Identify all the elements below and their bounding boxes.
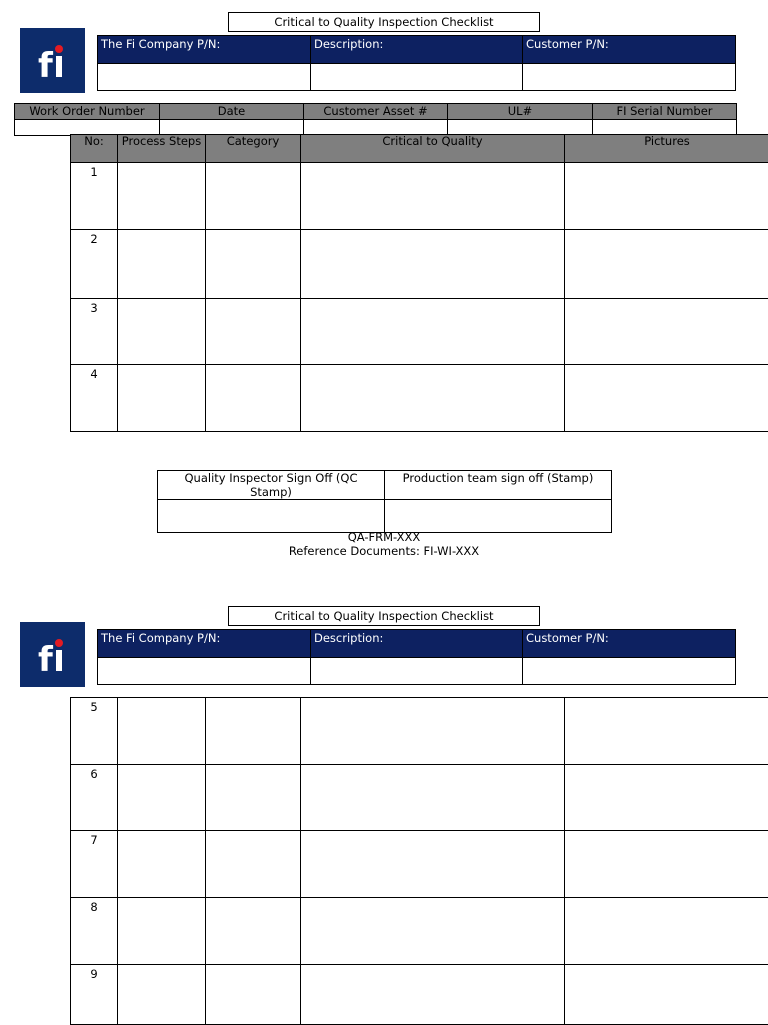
table-row: [71, 299, 768, 365]
pn-field[interactable]: [98, 64, 311, 91]
process-step-cell[interactable]: [118, 299, 206, 365]
pictures-cell[interactable]: [565, 365, 768, 432]
pn-field[interactable]: [98, 658, 311, 685]
process-step-cell[interactable]: [118, 965, 206, 1025]
table-row: [71, 831, 768, 898]
fi-logo-icon: [20, 28, 85, 93]
inspection-table-page1: [70, 134, 768, 432]
row-number: 8: [71, 898, 118, 965]
header-label-description: Description:: [311, 630, 523, 658]
customer-pn-field[interactable]: [523, 64, 736, 91]
header-label-customer-pn: Customer P/N:: [523, 630, 736, 658]
fi-logo-icon: [20, 622, 85, 687]
ctq-cell[interactable]: [301, 965, 565, 1025]
pictures-cell[interactable]: [565, 230, 768, 299]
category-cell[interactable]: [206, 898, 301, 965]
svg-text:f: f: [38, 640, 54, 680]
category-cell[interactable]: [206, 765, 301, 831]
wo-header-customer-asset: Customer Asset #: [304, 104, 448, 120]
ctq-cell[interactable]: [301, 831, 565, 898]
category-cell[interactable]: [206, 831, 301, 898]
ctq-cell[interactable]: [301, 163, 565, 230]
page-title: Critical to Quality Inspection Checklist: [228, 606, 540, 626]
row-number: 3: [71, 299, 118, 365]
work-order-table: [14, 103, 737, 136]
inspection-table-page2: [70, 697, 768, 1025]
form-code: QA-FRM-XXX: [184, 530, 584, 544]
category-cell[interactable]: [206, 365, 301, 432]
table-row: [71, 698, 768, 765]
header-label-description: Description:: [311, 36, 523, 64]
production-signoff-label: Production team sign off (Stamp): [385, 471, 612, 500]
table-row: [71, 365, 768, 432]
svg-text:f: f: [38, 46, 54, 86]
page-title: Critical to Quality Inspection Checklist: [228, 12, 540, 32]
wo-header-date: Date: [160, 104, 304, 120]
company-logo: [20, 28, 85, 93]
company-logo: [20, 622, 85, 687]
col-header-ctq: Critical to Quality: [301, 135, 565, 163]
row-number: 5: [71, 698, 118, 765]
process-step-cell[interactable]: [118, 698, 206, 765]
pictures-cell[interactable]: [565, 299, 768, 365]
row-number: 2: [71, 230, 118, 299]
row-number: 1: [71, 163, 118, 230]
pictures-cell[interactable]: [565, 765, 768, 831]
form-footer: [184, 530, 584, 558]
signoff-table: [157, 470, 612, 533]
wo-header-ul: UL#: [448, 104, 593, 120]
description-field[interactable]: [311, 64, 523, 91]
process-step-cell[interactable]: [118, 365, 206, 432]
row-number: 9: [71, 965, 118, 1025]
part-header-table: [97, 629, 736, 685]
col-header-pictures: Pictures: [565, 135, 768, 163]
row-number: 7: [71, 831, 118, 898]
ctq-cell[interactable]: [301, 299, 565, 365]
wo-header-work-order: Work Order Number: [15, 104, 160, 120]
category-cell[interactable]: [206, 163, 301, 230]
category-cell[interactable]: [206, 299, 301, 365]
ctq-cell[interactable]: [301, 365, 565, 432]
pictures-cell[interactable]: [565, 965, 768, 1025]
category-cell[interactable]: [206, 698, 301, 765]
process-step-cell[interactable]: [118, 765, 206, 831]
description-field[interactable]: [311, 658, 523, 685]
pictures-cell[interactable]: [565, 163, 768, 230]
table-row: [71, 965, 768, 1025]
reference-documents: Reference Documents: FI-WI-XXX: [184, 544, 584, 558]
ctq-cell[interactable]: [301, 698, 565, 765]
process-step-cell[interactable]: [118, 230, 206, 299]
production-signoff-field[interactable]: [385, 500, 612, 533]
table-row: [71, 230, 768, 299]
row-number: 6: [71, 765, 118, 831]
part-header-table: [97, 35, 736, 91]
wo-header-fi-serial: FI Serial Number: [593, 104, 737, 120]
table-row: [71, 898, 768, 965]
ctq-cell[interactable]: [301, 230, 565, 299]
pictures-cell[interactable]: [565, 831, 768, 898]
category-cell[interactable]: [206, 965, 301, 1025]
process-step-cell[interactable]: [118, 831, 206, 898]
qc-signoff-field[interactable]: [158, 500, 385, 533]
row-number: 4: [71, 365, 118, 432]
category-cell[interactable]: [206, 230, 301, 299]
customer-pn-field[interactable]: [523, 658, 736, 685]
pictures-cell[interactable]: [565, 698, 768, 765]
header-label-pn: The Fi Company P/N:: [98, 36, 311, 64]
col-header-process-steps: Process Steps: [118, 135, 206, 163]
header-label-pn: The Fi Company P/N:: [98, 630, 311, 658]
table-row: [71, 163, 768, 230]
ctq-cell[interactable]: [301, 765, 565, 831]
col-header-category: Category: [206, 135, 301, 163]
process-step-cell[interactable]: [118, 898, 206, 965]
col-header-no: No:: [71, 135, 118, 163]
qc-signoff-label: Quality Inspector Sign Off (QC Stamp): [158, 471, 385, 500]
pictures-cell[interactable]: [565, 898, 768, 965]
ctq-cell[interactable]: [301, 898, 565, 965]
process-step-cell[interactable]: [118, 163, 206, 230]
table-row: [71, 765, 768, 831]
header-label-customer-pn: Customer P/N:: [523, 36, 736, 64]
